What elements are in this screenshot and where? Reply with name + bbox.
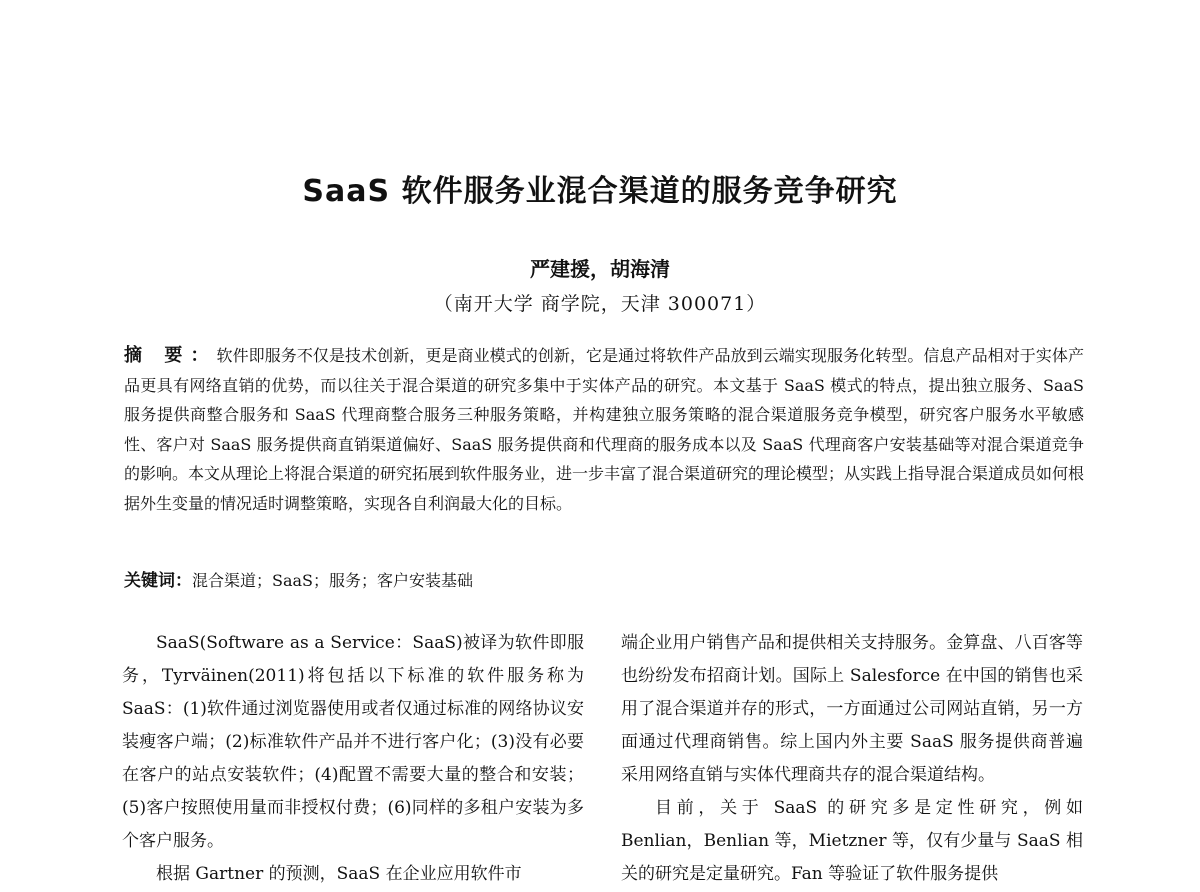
body-column-right xyxy=(621,627,1083,891)
body-paragraph-fragment: 根据 Gartner 的预测，SaaS 在企业应用软件市 xyxy=(156,864,522,884)
keywords-label: 关键词： xyxy=(124,571,192,591)
paper-affiliation: （南开大学 商学院，天津 300071） xyxy=(433,293,767,315)
body-paragraph: 端企业用户销售产品和提供相关支持服务。金算盘、八百客等也纷纷发布招商计划。国际上 Salesforce 在中国的销售也采用了混合渠道并存的形式，一方面通过公司网站直销，另一方面通过代理商销售。综上国内外主要 SaaS 服务提供商普遍采用网络直销与实体代理商共存的混合渠道结构。 xyxy=(621,633,1083,785)
body-column-left xyxy=(122,627,584,891)
keywords-text: 混合渠道；SaaS；服务；客户安装基础 xyxy=(192,571,474,590)
body-paragraph: 目前，关于 SaaS 的研究多是定性研究，例如 Benlian，Benlian 等，Mietzner 等，仅有少量与 SaaS 相关的研究是定量研究。Fan 等验证了软件服务提供 xyxy=(621,798,1083,884)
paper-title: SaaS 软件服务业混合渠道的服务竞争研究 xyxy=(302,174,898,209)
keywords xyxy=(124,569,1084,593)
abstract-label: 摘 要： xyxy=(124,345,217,366)
paper-authors: 严建援，胡海清 xyxy=(530,257,670,281)
abstract xyxy=(124,341,1084,518)
body-paragraph: SaaS(Software as a Service：SaaS)被译为软件即服务，Tyrväinen(2011)将包括以下标准的软件服务称为 SaaS：(1)软件通过浏览器使用或者仅通过标准的网络协议安装瘦客户端；(2)标准软件产品并不进行客户化；(3)没有必要在客户的站点安装软件；(4)配置不需要大量的整合和安装；(5)客户按照使用量而非授权付费；(6)同样的多租户安装为多个客户服务。 xyxy=(122,633,584,851)
abstract-text: 软件即服务不仅是技术创新，更是商业模式的创新，它是通过将软件产品放到云端实现服务化转型。信息产品相对于实体产品更具有网络直销的优势，而以往关于混合渠道的研究多集中于实体产品的研究。本文基于 SaaS 模式的特点，提出独立服务、SaaS 服务提供商整合服务和 SaaS 代理商整合服务三种服务策略，并构建独立服务策略的混合渠道服务竞争模型，研究客户服务水平敏感性、客户对 SaaS 服务提供商直销渠道偏好、SaaS 服务提供商和代理商的服务成本以及 SaaS 代理商客户安装基础等对混合渠道竞争的影响。本文从理论上将混合渠道的研究拓展到软件服务业，进一步丰富了混合渠道研究的理论模型；从实践上指导混合渠道成员如何根据外生变量的情况适时调整策略，实现各自利润最大化的目标。 xyxy=(124,346,1085,513)
